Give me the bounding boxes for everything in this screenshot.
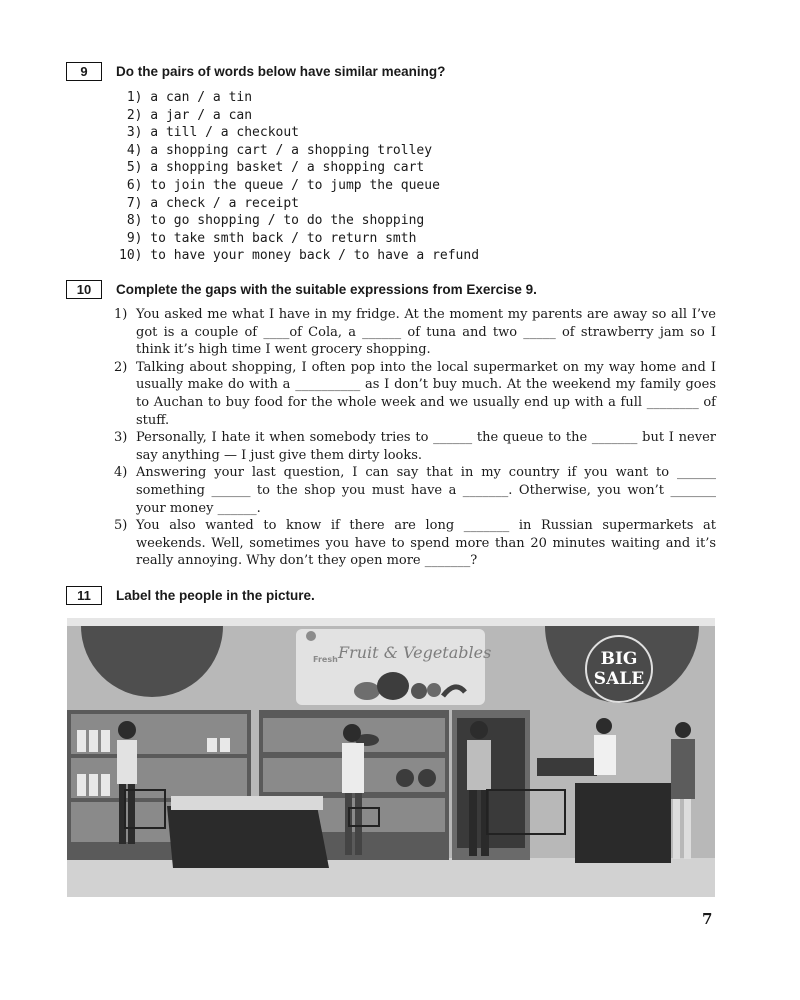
item-text: Answering your last question, I can say that in my country if you want to ______ something ______ to the shop you must have a _______. Otherwise, you won’t _______ your money ______.	[136, 465, 716, 516]
produce-display	[167, 806, 329, 868]
list-item: 4) a shopping cart / a shopping trolley	[119, 142, 433, 158]
big-sale-line2: SALE	[593, 669, 645, 689]
list-item	[114, 306, 716, 359]
item-text: Personally, I hate it when somebody tries to ______ the queue to the _______ but I never say anything — I just give them dirty looks.	[136, 430, 716, 463]
list-item	[114, 517, 716, 570]
checkout-counter	[575, 783, 671, 863]
list-item: 2) a jar / a can	[119, 107, 253, 123]
page-number: 7	[702, 910, 713, 928]
item-number: 4)	[114, 465, 128, 481]
exercise-number: 10	[66, 280, 102, 299]
list-item	[114, 429, 716, 464]
list-item: 6) to join the queue / to jump the queue	[119, 177, 440, 193]
exercise-number: 9	[66, 62, 102, 81]
eggplant-icon	[354, 682, 380, 700]
display-top	[171, 796, 323, 810]
list-item: 8) to go shopping / to do the shopping	[119, 213, 425, 229]
exercise-9-header	[66, 62, 445, 81]
item-text: Talking about shopping, I often pop into the local supermarket on my way home and I usually make do with a __________ as I don’t buy much. At the weekend my family goes to Auchan to buy food for the whole week and we usually end up with a full ________ of stuff.	[136, 359, 716, 428]
item-text: You also wanted to know if there are long _______ in Russian supermarkets at weekends. Well, sometimes you have to spend more than 20 minutes waiting and it’s really annoying. Why don’t they open more _______?	[136, 518, 716, 569]
exercise-10-header	[66, 280, 537, 299]
sign-text: Fruit & Vegetables	[338, 643, 492, 662]
watermelon-icon	[377, 672, 409, 700]
item-number: 5)	[114, 518, 128, 534]
ceiling-strip	[67, 618, 715, 626]
exercise-11-header	[66, 586, 315, 605]
list-item: 10) to have your money back / to have a refund	[119, 248, 480, 264]
tomato-icon	[411, 683, 427, 699]
item-text: You asked me what I have in my fridge. At the moment my parents are away so all I’ve got is a couple of ____of Cola, a ______ of tuna and two _____ of strawberry jam so I think it’s high time I went grocery shopping.	[136, 307, 716, 358]
cash-register	[537, 758, 597, 776]
sign-fresh-label: Fresh	[313, 655, 338, 664]
list-item: 7) a check / a receipt	[119, 195, 300, 211]
exercise-title: Label the people in the picture.	[116, 588, 315, 603]
item-number: 2)	[114, 359, 128, 375]
orange-icon	[427, 683, 441, 697]
apple-icon	[306, 631, 316, 641]
exercise-9-list	[119, 89, 479, 265]
list-item	[114, 359, 716, 429]
item-number: 3)	[114, 430, 128, 446]
exercise-title: Do the pairs of words below have similar meaning?	[116, 64, 446, 79]
list-item	[114, 464, 716, 517]
exercise-10-list	[114, 306, 716, 570]
big-sale-line1: BIG	[600, 649, 638, 669]
list-item: 3) a till / a checkout	[119, 125, 300, 141]
floor	[67, 858, 715, 897]
exercise-title: Complete the gaps with the suitable expressions from Exercise 9.	[116, 282, 537, 297]
exercise-number: 11	[66, 586, 102, 605]
list-item: 1) a can / a tin	[119, 90, 253, 105]
list-item: 9) to take smth back / to return smth	[119, 230, 417, 246]
list-item: 5) a shopping basket / a shopping cart	[119, 160, 425, 176]
supermarket-illustration	[67, 618, 715, 897]
item-number: 1)	[114, 307, 128, 322]
